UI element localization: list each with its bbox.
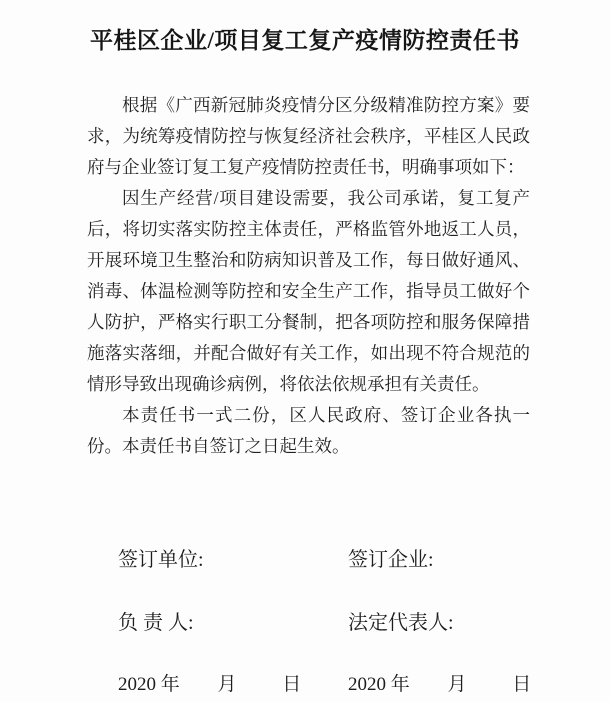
date-line-left [118,669,348,696]
date-month-left: 月 [217,674,237,695]
signature-row-person [118,606,454,635]
date-line-right [348,669,531,696]
responsible-person-label: 负 责 人: [118,612,194,634]
document-body [87,90,530,462]
legal-representative-label: 法定代表人: [348,612,454,634]
signature-row-org [118,543,434,572]
date-day-right: 日 [512,674,532,695]
date-month-right: 月 [447,674,467,695]
paragraph-copies: 本责任书一式二份，区人民政府、签订企业各执一份。本责任书自签订之日起生效。 [87,405,530,456]
paragraph-commitments: 因生产经营/项目建设需要，我公司承诺，复工复产后，将切实落实防控主体责任，严格监管外地返工人员，开展环境卫生整治和防病知识普及工作，每日做好通风、消毒、体温检测等防控和安全生产工作，指导员工做好个人防护，严格实行职工分餐制，把各项防控和服务保障措施落实落细，并配合做好有关工作，如出现不符合规范的情形导致出现确诊病例，将依法依规承担有关责任。 [87,188,530,394]
date-day-left: 日 [282,674,302,695]
signing-unit-label: 签订单位: [118,549,204,571]
signing-enterprise-label: 签订企业: [348,549,434,571]
page-title: 平桂区企业/项目复工复产疫情防控责任书 [90,28,520,53]
date-year-left: 2020 年 [118,674,180,695]
paragraph-basis: 根据《广西新冠肺炎疫情分区分级精准防控方案》要求，为统筹疫情防控与恢复经济社会秩序，平桂区人民政府与企业签订复工复产疫情防控责任书，明确事项如下： [87,95,530,177]
signature-row-date [118,669,531,696]
date-year-right: 2020 年 [348,674,410,695]
